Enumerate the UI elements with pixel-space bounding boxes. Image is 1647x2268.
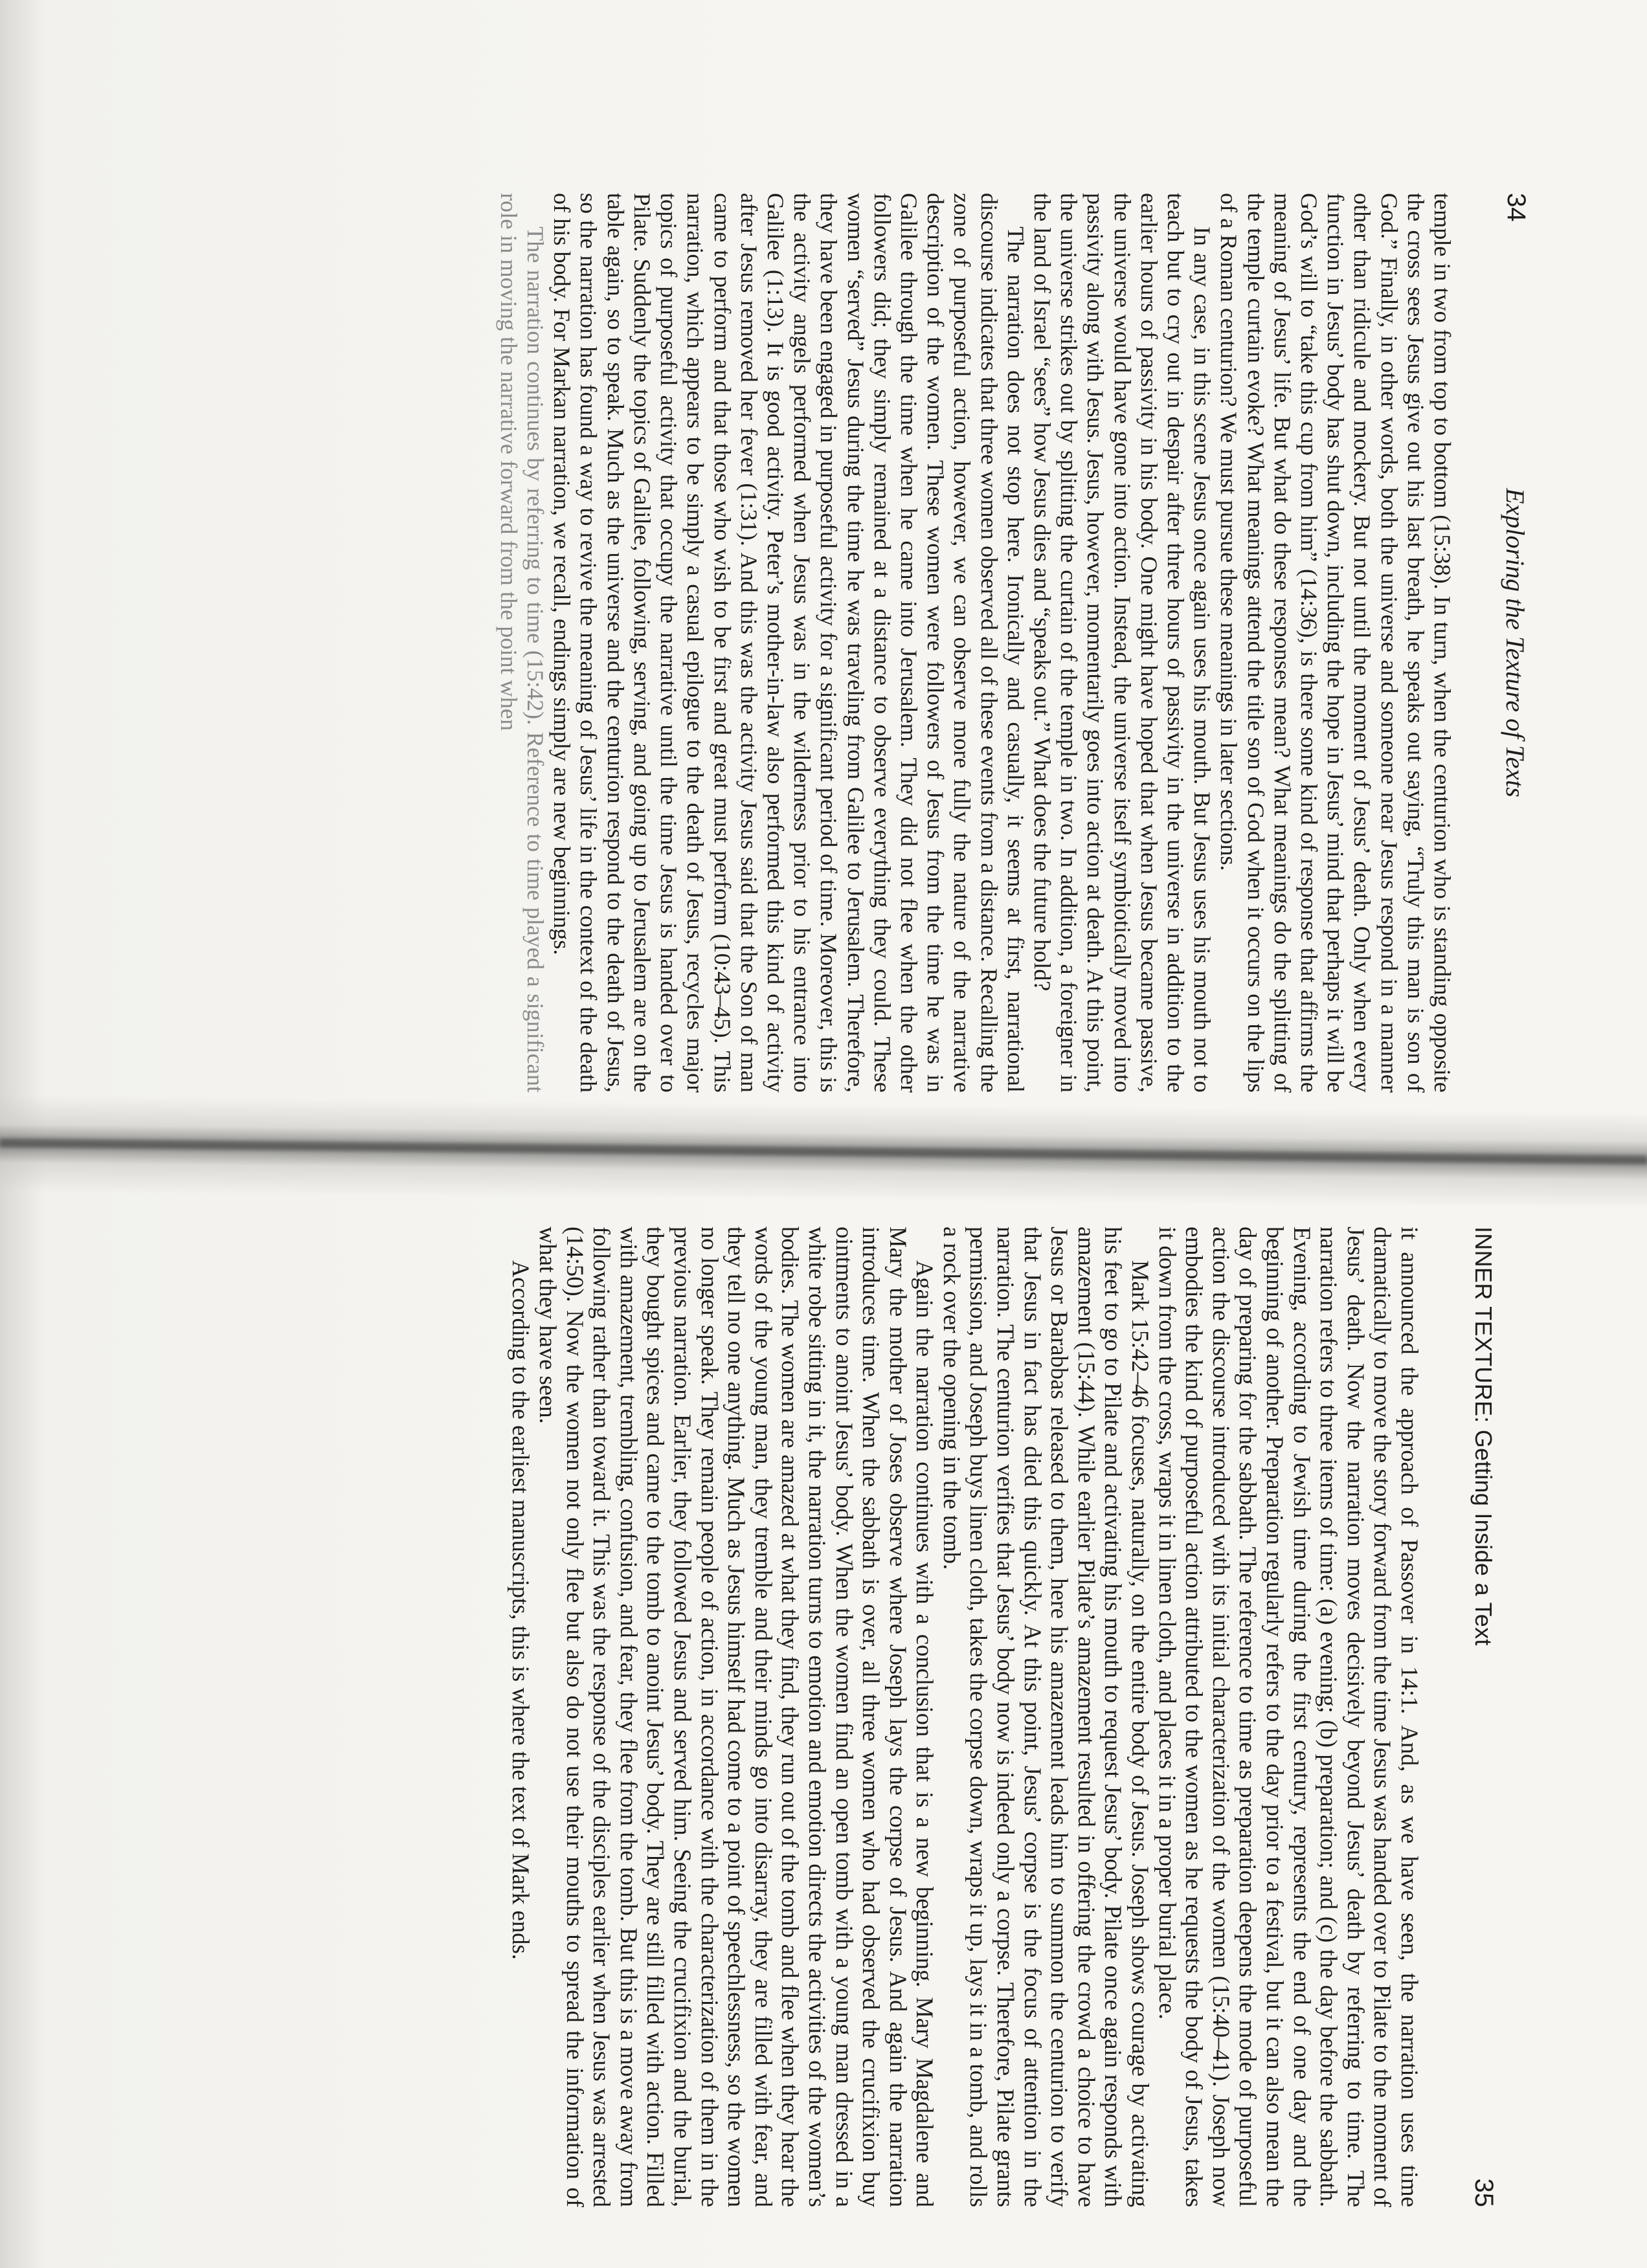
right-page — [110, 1227, 1501, 2207]
right-paragraph-4: According to the earliest manuscripts, this is where the text of Mark ends. — [508, 1260, 535, 1960]
right-paragraph-2: Mark 15:42–46 focuses, naturally, on the entire body of Jesus. Joseph shows courage by activating his feet to go to Pilate and activating his mouth to request Jesus’ body. Pilate once again responds with amazement (15:44). While earlier Pilate’s amazement resulted in offering the crowd a choice to have Jesus or Barabbas released to them, here his amazement leads him to summon the centurion to verify that Jesus in fact has died this quickly. At this point, Jesus’ corpse is the focus of attention in the narration. The centurion verifies that Jesus’ body now is indeed only a corpse. Therefore, Pilate grants permission, and Joseph buys linen cloth, takes the corpse down, wraps it up, lays it in a tomb, and rolls a rock over the opening in the tomb. — [938, 1227, 1154, 2207]
right-paragraph-1: it announced the approach of Passover in 14:1. And, as we have seen, the narration uses time dramatically to move the story forward from the time Jesus was handed over to Pilate to the moment of Jesus’ death. Now the narration moves decisively beyond Jesus’ death by referring to time. The narration refers to three items of time: (a) evening; (b) preparation; and (c) the day before the sabbath. Evening, according to Jewish time during the first century, represents the end of one day and the beginning of another. Preparation regularly refers to the day prior to a festival, but it can also mean the day of preparing for the sabbath. The reference to time as preparation deepens the mode of purposeful action the discourse introduced with its initial characterization of the women (15:40–41). Joseph now embodies the kind of purposeful action attributed to the women as he requests the body of Jesus, takes it down from the cross, wraps it in linen cloth, and places it in a proper burial place. — [1154, 1227, 1423, 2207]
right-paragraph-3: Again the narration continues with a conclusion that is a new beginning. Mary Magdalene and Mary the mother of Joses observe where Joseph lays the corpse of Jesus. And again the narration introduces time. When the sabbath is over, all three women who had observed the crucifixion buy ointments to anoint Jesus’ body. When the women find an open tomb with a young man dressed in a white robe sitting in it, the narration turns to emotion and emotion directs the activities of the women’s bodies. The women are amazed at what they find, they run out of the tomb and flee when they hear the words of the young man, they tremble and their minds go into disarray, they are filled with fear, and they tell no one anything. Much as Jesus himself had come to a point of speechlessness, so the women no longer speak. They remain people of action, in accordance with the characterization of them in the previous narration. Earlier, they followed Jesus and served him. Seeing the crucifixion and the burial, they bought spices and came to the tomb to anoint Jesus’ body. They are still filled with action. Filled with amazement, trembling, confusion, and fear, they flee from the tomb. But this is a move away from following rather than toward it. This was the response of the disciples earlier when Jesus was arrested (14:50). Now the women not only flee but also do not use their mouths to spread the information of what they have seen. — [535, 1227, 939, 2207]
left-paragraph-3: The narration does not stop here. Ironically and casually, it seems at first, narrational discourse indicates that three women observed all of these events from a distance. Recalling the zone of purposeful action, however, we can observe more fully the nature of the narrative description of the women. These women were followers of Jesus from the time he was in Galilee through the time when he came into Jerusalem. They did not flee when the other followers did; they simply remained at a distance to observe everything they could. These women “served” Jesus during the time he was traveling from Galilee to Jerusalem. Therefore, they have been engaged in purposeful activity for a significant period of time. Moreover, this is the activity angels performed when Jesus was in the wilderness prior to his entrance into Galilee (1:13). It is good activity. Peter’s mother-in-law also performed this kind of activity after Jesus removed her fever (1:31). And this was the activity Jesus said that the Son of man came to perform and that those who wish to be first and great must perform (10:43–45). This narration, which appears to be simply a casual epilogue to the death of Jesus, recycles major topics of purposeful activity that occupy the narrative until the time Jesus is handed over to Pilate. Suddenly the topics of Galilee, following, serving, and going up to Jerusalem are on the table again, so to speak. Much as the universe and the centurion respond to the death of Jesus, so the narration has found a way to revive the meaning of Jesus’ life in the context of the death of his body. For Markan narration, we recall, endings simply are new beginnings. — [549, 193, 1029, 1093]
left-paragraph-4: The narration continues by referring to time (15:42). Reference to time played a significant role in moving the narrative forward from the point when — [495, 193, 549, 1093]
left-page — [50, 193, 1533, 1093]
left-running-title: Exploring the Texture of Texts — [1501, 488, 1530, 797]
left-paragraph-2: In any case, in this scene Jesus once again uses his mouth. But Jesus uses his mouth not to teach but to cry out in despair after three hours of passivity in the universe in addition to the earlier hours of passivity in his body. One might have hoped that when Jesus became passive, the universe would have gone into action. Instead, the universe itself symbiotically moved into passivity along with Jesus. Jesus, however, momentarily goes into action at death. At this point, the universe strikes out by splitting the curtain of the temple in two. In addition, a foreigner in the land of Israel “sees” how Jesus dies and “speaks out.” What does the future hold? — [1029, 193, 1216, 1093]
right-running-title: INNER TEXTURE: Getting Inside a Text — [1470, 1227, 1497, 1646]
right-page-body — [508, 1227, 1423, 2207]
left-paragraph-1: temple in two from top to bottom (15:38). In turn, when the centurion who is standing opposite the cross sees Jesus give out his last breath, he speaks out saying, “Truly this man is son of God.” Finally, in other words, both the universe and someone near Jesus respond in a manner other than ridicule and mockery. But not until the moment of Jesus’ death. Only when every function in Jesus’ body has shut down, including the hope in Jesus’ mind that perhaps it will be God’s will to “take this cup from him” (14:36), is there some kind of response that affirms the meaning of Jesus’ life. But what do these responses mean? What meanings do the splitting of the temple curtain evoke? What meanings attend the title son of God when it occurs on the lips of a Roman centurion? We must pursue these meanings in later sections. — [1216, 193, 1455, 1093]
left-page-body — [495, 193, 1455, 1093]
left-running-head — [1479, 193, 1533, 1093]
left-page-number: 34 — [1502, 193, 1530, 222]
right-running-head — [1446, 1227, 1501, 2207]
right-page-number: 35 — [1470, 2178, 1498, 2207]
